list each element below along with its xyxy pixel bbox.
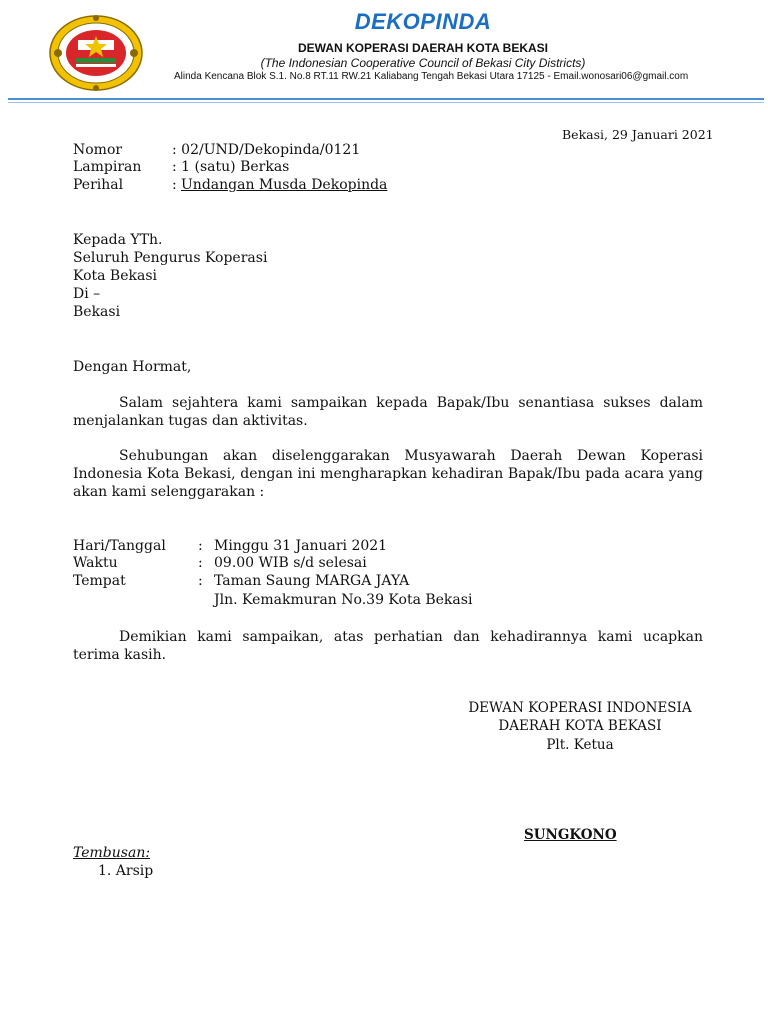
recipient-line: Di – <box>73 286 101 302</box>
lampiran-label: Lampiran <box>73 159 142 175</box>
signature-title: Plt. Ketua <box>546 737 614 753</box>
signatory-name: SUNGKONO <box>524 827 617 843</box>
header-rule-thin <box>8 102 764 103</box>
greeting: Dengan Hormat, <box>73 359 192 375</box>
event-time-colon: : <box>198 555 203 571</box>
event-day-label: Hari/Tanggal <box>73 538 166 554</box>
org-full-name: DEWAN KOPERASI DAERAH KOTA BEKASI <box>297 41 548 55</box>
event-place-address: Jln. Kemakmuran No.39 Kota Bekasi <box>214 592 473 608</box>
letter-date: Bekasi, 29 Januari 2021 <box>562 127 714 142</box>
recipient-line: Bekasi <box>73 304 121 320</box>
signature-org-line1: DEWAN KOPERASI INDONESIA <box>468 700 692 716</box>
event-time-value: 09.00 WIB s/d selesai <box>214 555 367 571</box>
paragraph-intro: Salam sejahtera kami sampaikan kepada Bapak/Ibu senantiasa sukses dalam menjalankan tugas dan aktivitas. <box>73 395 703 429</box>
cc-item: 1. Arsip <box>98 863 154 879</box>
perihal-label: Perihal <box>73 177 124 193</box>
closing-paragraph: Demikian kami sampaikan, atas perhatian dan kehadirannya kami ucapkan terima kasih. <box>73 629 703 663</box>
perihal-colon: : <box>172 177 177 193</box>
recipient-line: Seluruh Pengurus Koperasi <box>73 250 268 266</box>
recipient-line: Kota Bekasi <box>73 268 157 284</box>
cc-label: Tembusan: <box>73 845 151 861</box>
event-place-colon: : <box>198 573 203 589</box>
org-address: Alinda Kencana Blok S.1. No.8 RT.11 RW.21 Kaliabang Tengah Bekasi Utara 17125 - Email.wonosari06@gmail.com <box>174 71 689 82</box>
paragraph-invitation: Sehubungan akan diselenggarakan Musyawarah Daerah Dewan Koperasi Indonesia Kota Bekasi, dengan ini mengharapkan kehadiran Bapak/Ibu pada acara yang akan kami selenggarakan : <box>73 448 703 500</box>
event-day-colon: : <box>198 538 203 554</box>
event-place-value: Taman Saung MARGA JAYA <box>214 573 410 589</box>
lampiran-value: : 1 (satu) Berkas <box>172 159 290 175</box>
signature-org-line2: DAERAH KOTA BEKASI <box>498 718 662 734</box>
perihal-value: Undangan Musda Dekopinda <box>181 177 388 193</box>
nomor-label: Nomor <box>73 142 123 158</box>
org-subtitle: (The Indonesian Cooperative Council of Bekasi City Districts) <box>260 56 586 70</box>
org-name: DEKOPINDA <box>354 9 492 34</box>
event-time-label: Waktu <box>73 555 118 571</box>
nomor-value: : 02/UND/Dekopinda/0121 <box>172 142 361 158</box>
recipient-line: Kepada YTh. <box>73 232 163 248</box>
header-rule <box>8 98 764 100</box>
event-place-label: Tempat <box>73 573 126 589</box>
event-day-value: Minggu 31 Januari 2021 <box>214 538 388 554</box>
